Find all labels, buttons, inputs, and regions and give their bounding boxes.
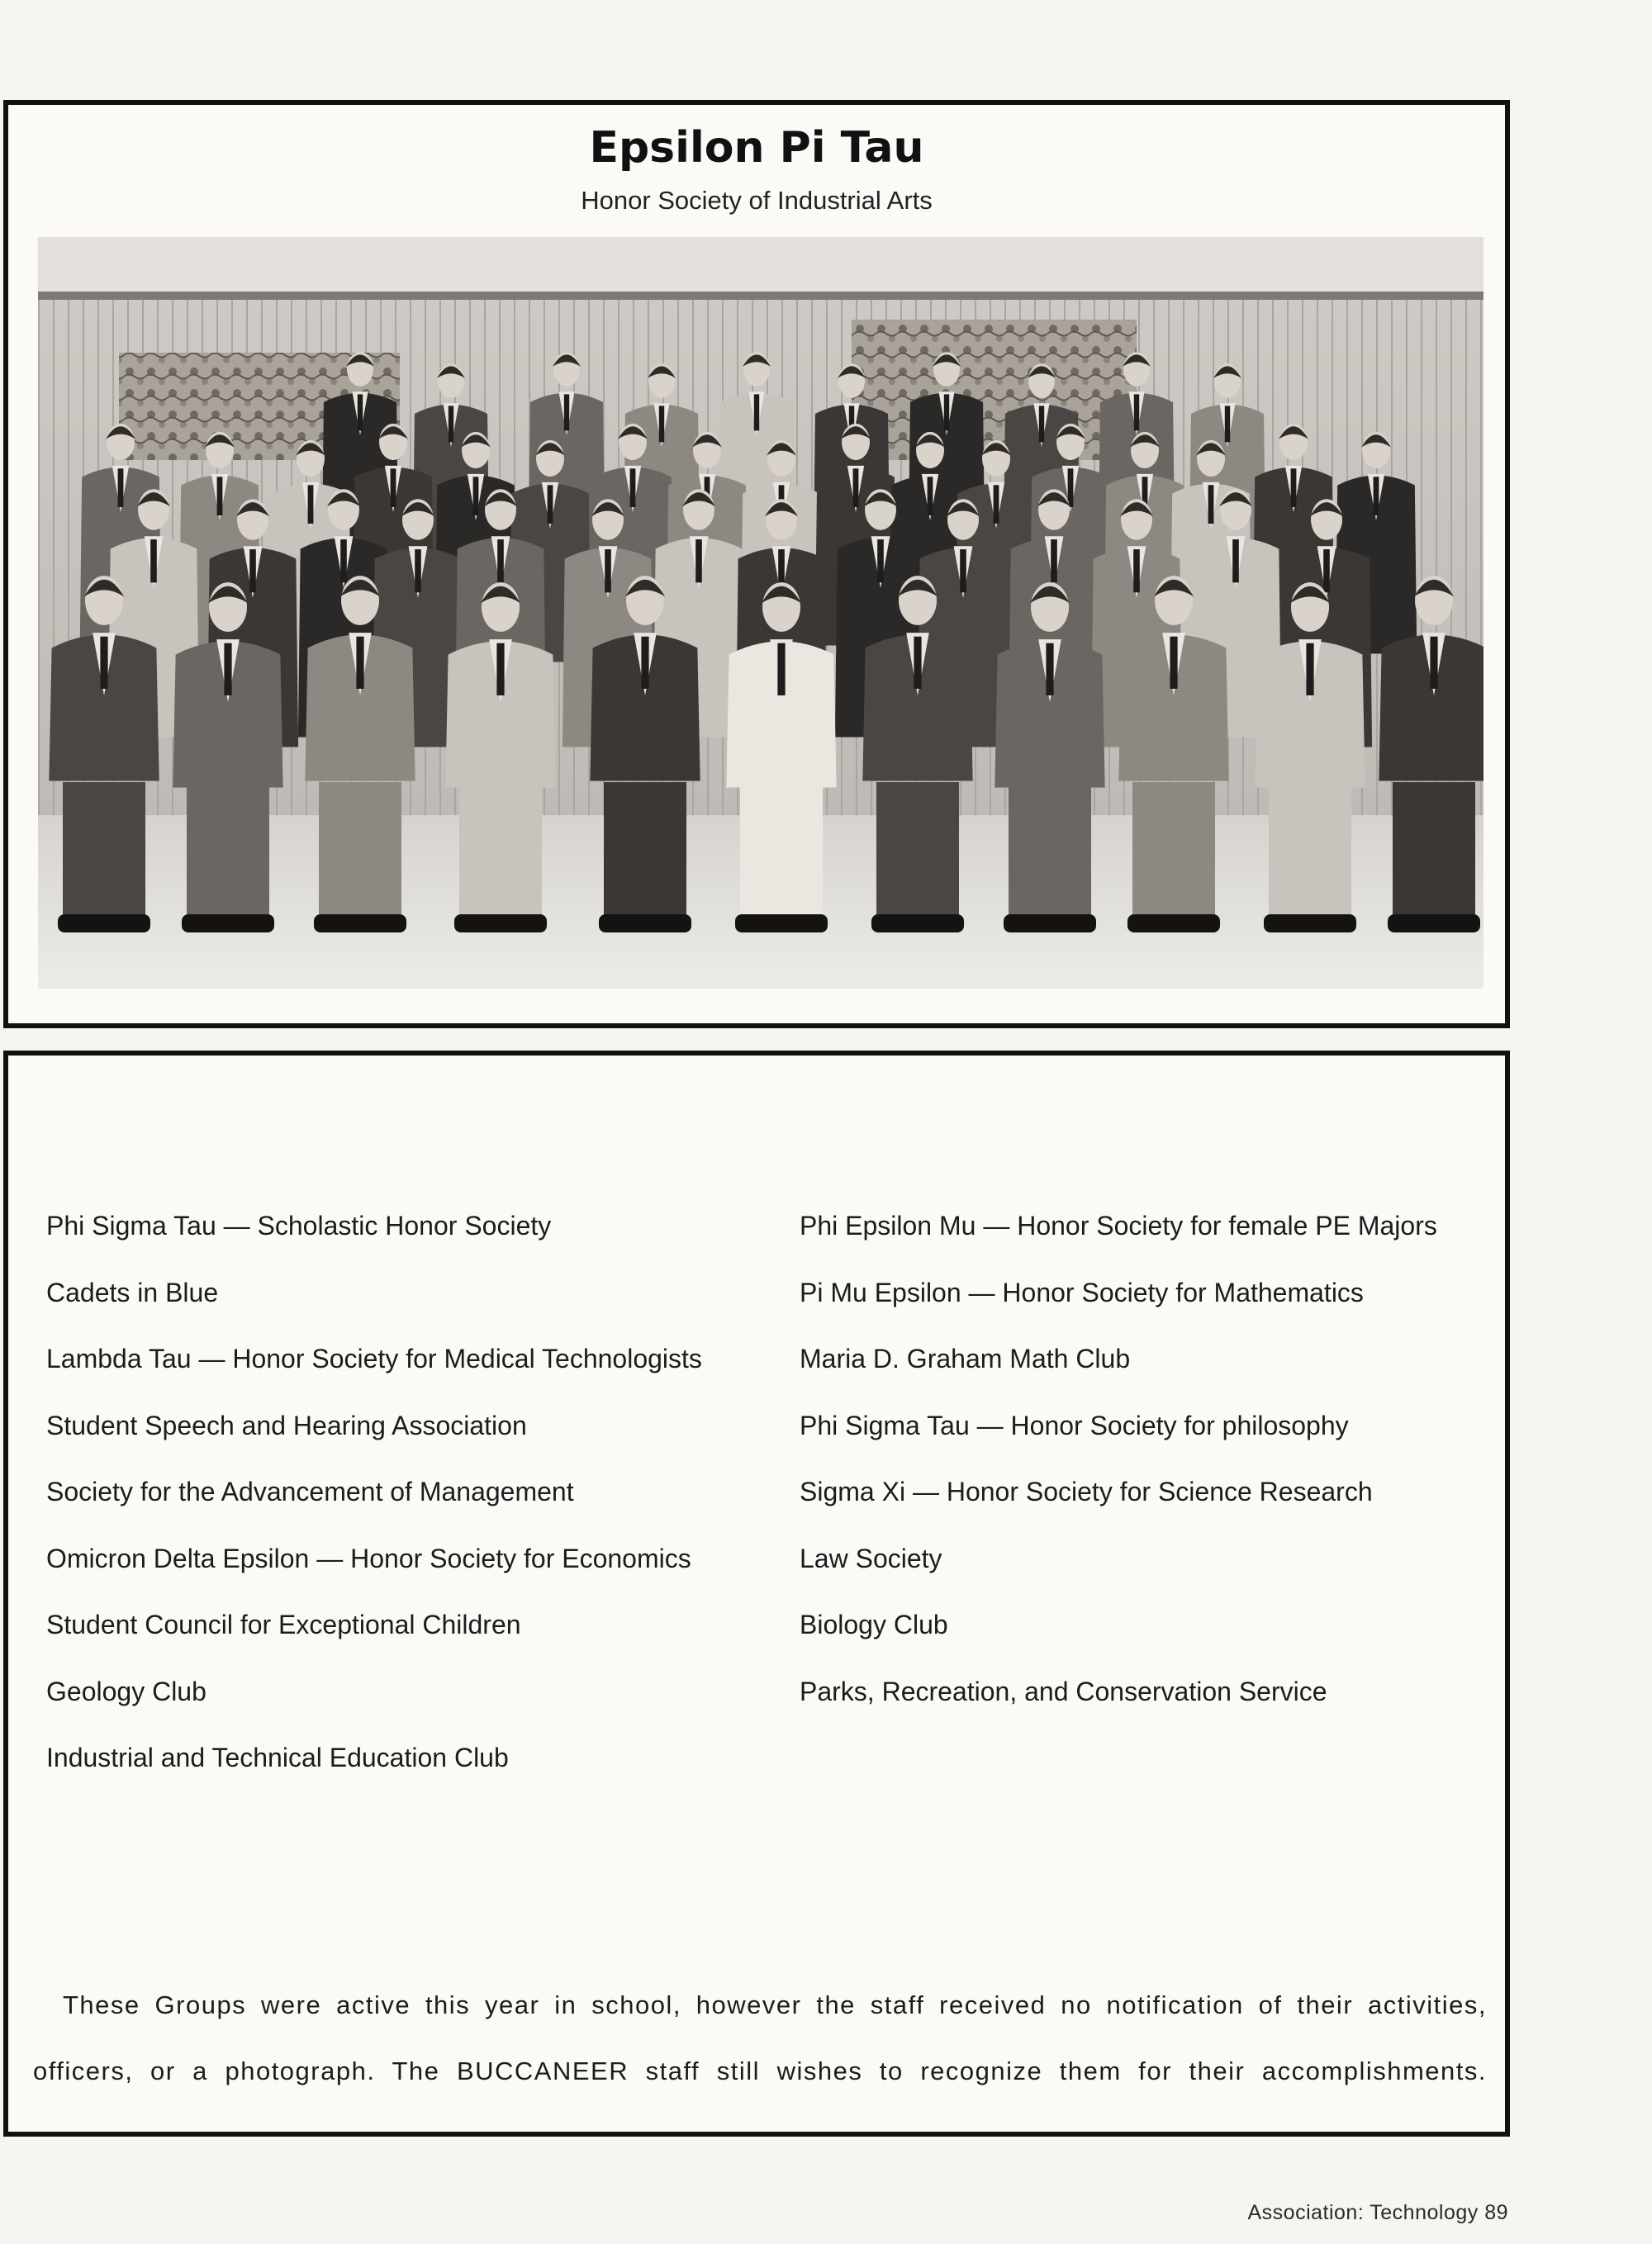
staff-note-line-2: officers, or a photograph. The BUCCANEER staff still wishes to recognize them for their accomplishments.	[33, 2057, 1487, 2085]
person-legs	[740, 782, 823, 923]
groups-list-left	[46, 1212, 773, 1811]
list-item: Student Council for Exceptional Children	[46, 1610, 521, 1639]
person-legs	[319, 782, 401, 923]
person-shoes	[1388, 914, 1480, 932]
staff-note	[33, 1972, 1487, 2104]
list-item: Biology Club	[800, 1610, 948, 1639]
groups-list-right	[800, 1212, 1493, 1744]
person-shoes	[1004, 914, 1096, 932]
epsilon-pi-tau-panel	[3, 100, 1510, 1028]
list-item: Phi Epsilon Mu — Honor Society for female PE Majors	[800, 1211, 1437, 1241]
person-legs	[604, 782, 686, 923]
list-item: Phi Sigma Tau — Scholastic Honor Society	[46, 1211, 552, 1241]
staff-note-line-1: These Groups were active this year in school, however the staff received no notification of their activities,	[63, 1990, 1487, 2019]
list-item: Society for the Advancement of Management	[46, 1477, 574, 1506]
person-shoes	[58, 914, 150, 932]
person-legs	[1009, 782, 1091, 923]
list-item: Phi Sigma Tau — Honor Society for philosophy	[800, 1410, 1349, 1440]
list-item: Law Society	[800, 1543, 942, 1573]
person-shoes	[599, 914, 691, 932]
person-shoes	[735, 914, 828, 932]
page-subtitle: Honor Society of Industrial Arts	[581, 186, 933, 215]
person-legs	[187, 782, 269, 923]
list-item: Lambda Tau — Honor Society for Medical Technologists	[46, 1344, 702, 1373]
person-legs	[1132, 782, 1215, 923]
list-item: Student Speech and Hearing Association	[46, 1410, 527, 1440]
person-shoes	[314, 914, 406, 932]
person-shoes	[1127, 914, 1220, 932]
page-title: Epsilon Pi Tau	[589, 123, 924, 173]
list-item: Pi Mu Epsilon — Honor Society for Mathematics	[800, 1277, 1364, 1307]
page-folio: Association: Technology 89	[1247, 2201, 1508, 2224]
list-item: Parks, Recreation, and Conservation Service	[800, 1676, 1327, 1706]
person-shoes	[871, 914, 964, 932]
group-photo-image	[38, 237, 1483, 989]
person-shoes	[1264, 914, 1356, 932]
list-item: Sigma Xi — Honor Society for Science Research	[800, 1477, 1373, 1506]
list-item: Omicron Delta Epsilon — Honor Society for Economics	[46, 1543, 691, 1573]
person-shoes	[182, 914, 274, 932]
list-item: Geology Club	[46, 1676, 206, 1706]
unreported-groups-panel	[3, 1051, 1510, 2137]
person-legs	[1393, 782, 1475, 923]
group-photo	[38, 237, 1483, 989]
person-shoes	[454, 914, 547, 932]
person-legs	[1269, 782, 1351, 923]
list-item: Industrial and Technical Education Club	[46, 1743, 509, 1772]
list-item: Maria D. Graham Math Club	[800, 1344, 1131, 1373]
person-legs	[876, 782, 959, 923]
person-legs	[63, 782, 145, 923]
person-legs	[459, 782, 542, 923]
list-item: Cadets in Blue	[46, 1277, 219, 1307]
